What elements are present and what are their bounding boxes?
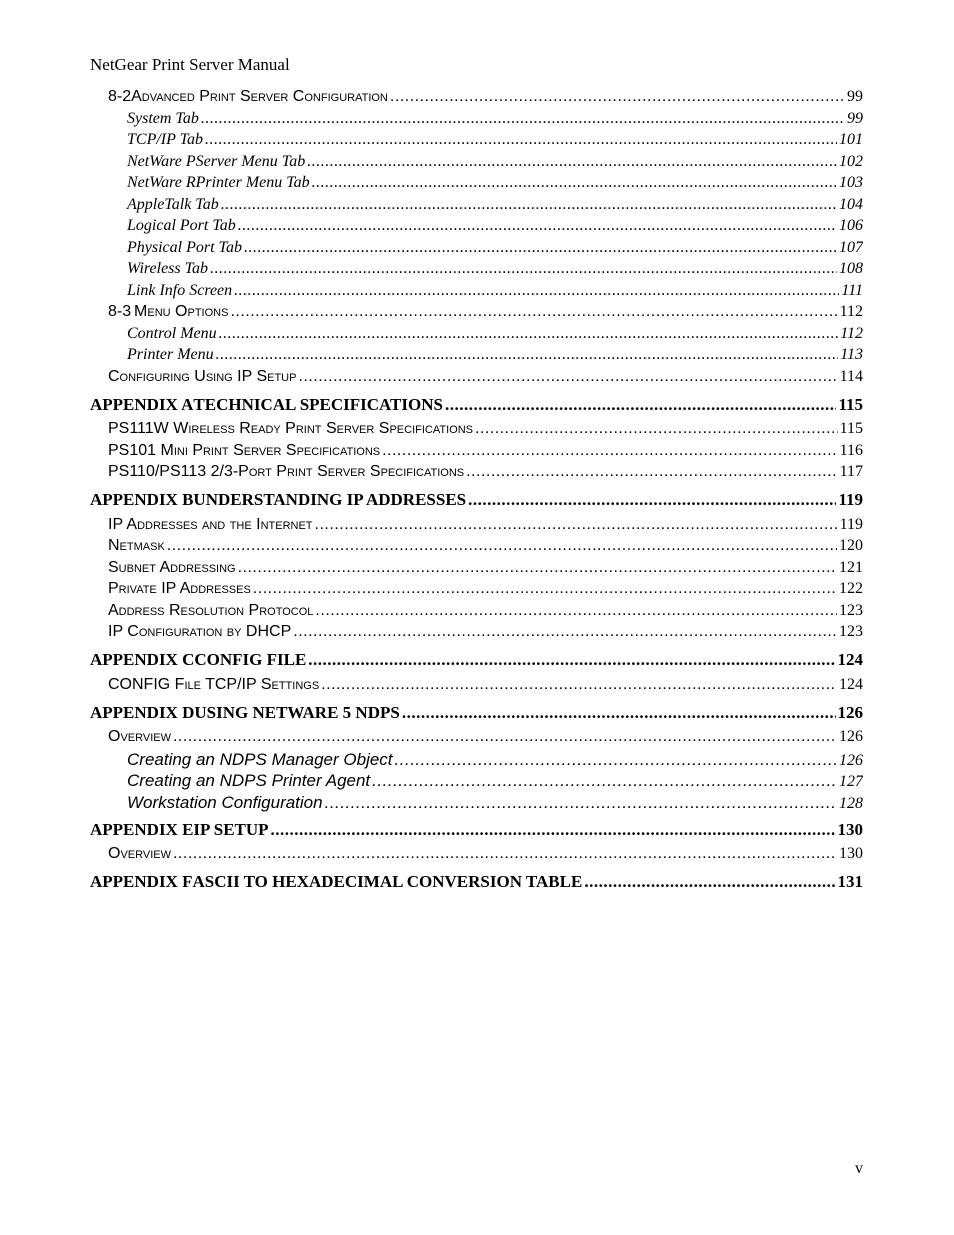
entry-title: IP Configuration by DHCP bbox=[108, 623, 292, 640]
dot-leader bbox=[584, 872, 835, 892]
entry-page: 131 bbox=[837, 872, 863, 891]
toc-entry-section-8-3[interactable] bbox=[90, 303, 863, 325]
entry-page: 130 bbox=[837, 819, 863, 839]
entry-page: 107 bbox=[839, 238, 863, 256]
toc-entry-workstation-config[interactable] bbox=[90, 793, 863, 815]
entry-title: Private IP Addresses bbox=[108, 580, 251, 597]
toc-entry-config-file-tcpip[interactable] bbox=[90, 676, 863, 698]
entry-title: Physical Port Tab bbox=[127, 238, 242, 256]
entry-title: IP Addresses and the Internet bbox=[108, 515, 313, 533]
table-of-contents bbox=[90, 88, 863, 898]
entry-page: 112 bbox=[839, 303, 863, 320]
toc-entry-ndps-printer-agent[interactable] bbox=[90, 771, 863, 793]
entry-page: 102 bbox=[839, 152, 863, 170]
entry-page: 122 bbox=[839, 580, 863, 597]
entry-title: NetWare PServer Menu Tab bbox=[127, 152, 306, 170]
appendix-label: APPENDIX D bbox=[90, 702, 195, 722]
toc-entry-configuring-ip-setup[interactable] bbox=[90, 368, 863, 390]
dot-leader bbox=[321, 676, 837, 694]
dot-leader bbox=[372, 771, 837, 791]
entry-title: Configuring Using IP Setup bbox=[108, 367, 297, 385]
dot-leader bbox=[234, 282, 839, 300]
entry-page: 119 bbox=[838, 490, 863, 509]
toc-appendix-d[interactable] bbox=[90, 697, 863, 728]
entry-title: Advanced Print Server Configuration bbox=[131, 88, 388, 105]
dot-leader bbox=[445, 395, 836, 415]
section-number: 8-2 bbox=[108, 88, 132, 105]
dot-leader bbox=[308, 650, 835, 670]
appendix-title: TECHNICAL SPECIFICATIONS bbox=[193, 394, 443, 414]
entry-page: 120 bbox=[839, 537, 863, 554]
toc-entry-arp[interactable] bbox=[90, 602, 863, 624]
entry-title: Menu Options bbox=[134, 303, 229, 320]
dot-leader bbox=[221, 196, 837, 214]
entry-title: Subnet Addressing bbox=[108, 558, 236, 576]
dot-leader bbox=[315, 516, 838, 534]
entry-page: 121 bbox=[839, 558, 863, 576]
appendix-label: APPENDIX A bbox=[90, 394, 194, 414]
entry-title: NetWare RPrinter Menu Tab bbox=[127, 174, 310, 191]
toc-entry-private-ip[interactable] bbox=[90, 580, 863, 602]
appendix-label: APPENDIX E bbox=[90, 819, 194, 839]
entry-title: System Tab bbox=[127, 109, 199, 127]
entry-page: 116 bbox=[839, 441, 863, 459]
dot-leader bbox=[205, 131, 837, 149]
entry-page: 126 bbox=[837, 702, 863, 722]
entry-title: CONFIG File TCP/IP Settings bbox=[108, 675, 320, 693]
entry-title: Overview bbox=[108, 728, 171, 745]
toc-entry-ip-config-dhcp[interactable] bbox=[90, 623, 863, 645]
toc-appendix-c[interactable] bbox=[90, 645, 863, 676]
entry-page: 130 bbox=[839, 845, 863, 862]
entry-page: 106 bbox=[839, 217, 863, 234]
entry-page: 123 bbox=[839, 601, 863, 619]
dot-leader bbox=[216, 346, 839, 364]
entry-title: PS110/PS113 2/3-Port Print Server Specifications bbox=[108, 463, 465, 480]
entry-page: 128 bbox=[839, 794, 863, 812]
dot-leader bbox=[298, 368, 837, 386]
dot-leader bbox=[468, 490, 836, 510]
dot-leader bbox=[219, 325, 839, 343]
entry-title: AppleTalk Tab bbox=[127, 195, 219, 213]
appendix-title: UNDERSTANDING IP ADDRESSES bbox=[193, 490, 467, 509]
entry-page: 111 bbox=[841, 281, 863, 299]
toc-entry-netware-rprinter-tab[interactable] bbox=[90, 174, 863, 196]
entry-page: 126 bbox=[839, 751, 863, 769]
entry-page: 104 bbox=[839, 195, 863, 213]
entry-title: Logical Port Tab bbox=[127, 217, 236, 234]
entry-page: 123 bbox=[839, 623, 863, 640]
entry-page: 126 bbox=[839, 728, 863, 745]
entry-page: 119 bbox=[839, 515, 863, 533]
toc-entry-control-menu[interactable] bbox=[90, 325, 863, 347]
toc-entry-ps111w-specs[interactable] bbox=[90, 420, 863, 442]
entry-page: 103 bbox=[839, 174, 863, 191]
toc-entry-overview-d[interactable] bbox=[90, 728, 863, 750]
toc-entry-tcpip-tab[interactable] bbox=[90, 131, 863, 153]
dot-leader bbox=[390, 88, 845, 106]
entry-title: Address Resolution Protocol bbox=[108, 601, 314, 619]
toc-entry-section-8-2[interactable] bbox=[90, 88, 863, 110]
entry-page: 101 bbox=[839, 131, 863, 148]
entry-page: 127 bbox=[839, 773, 863, 790]
entry-page: 124 bbox=[837, 650, 863, 669]
entry-title: Wireless Tab bbox=[127, 260, 209, 277]
toc-entry-ndps-manager[interactable] bbox=[90, 750, 863, 772]
dot-leader bbox=[238, 217, 837, 235]
dot-leader bbox=[315, 602, 837, 620]
dot-leader bbox=[395, 750, 837, 770]
toc-entry-subnet-addressing[interactable] bbox=[90, 559, 863, 581]
entry-page: 117 bbox=[839, 463, 863, 480]
appendix-title: IP SETUP bbox=[193, 819, 269, 839]
entry-page: 112 bbox=[840, 324, 863, 342]
entry-title: Workstation Configuration bbox=[127, 792, 323, 812]
toc-entry-ip-addresses-internet[interactable] bbox=[90, 516, 863, 538]
entry-page: 113 bbox=[840, 346, 863, 363]
dot-leader bbox=[167, 537, 837, 555]
entry-page: 108 bbox=[839, 260, 863, 277]
dot-leader bbox=[173, 845, 837, 863]
dot-leader bbox=[230, 303, 837, 321]
entry-title: Creating an NDPS Manager Object bbox=[127, 749, 393, 769]
toc-entry-physical-port-tab[interactable] bbox=[90, 239, 863, 261]
entry-page: 115 bbox=[839, 420, 863, 437]
dot-leader bbox=[244, 239, 837, 257]
appendix-title: USING NETWARE 5 NDPS bbox=[194, 702, 400, 722]
dot-leader bbox=[210, 260, 837, 278]
entry-page: 114 bbox=[839, 367, 863, 385]
appendix-label: APPENDIX F bbox=[90, 872, 193, 891]
dot-leader bbox=[475, 420, 838, 438]
dot-leader bbox=[201, 110, 845, 128]
entry-title: Creating an NDPS Printer Agent bbox=[127, 771, 371, 790]
toc-entry-netmask[interactable] bbox=[90, 537, 863, 559]
entry-title: TCP/IP Tab bbox=[127, 131, 204, 148]
toc-entry-ps101-specs[interactable] bbox=[90, 442, 863, 464]
appendix-title: CONFIG FILE bbox=[194, 650, 307, 669]
dot-leader bbox=[293, 623, 837, 641]
running-header: NetGear Print Server Manual bbox=[90, 55, 290, 74]
toc-entry-ps110-ps113-specs[interactable] bbox=[90, 463, 863, 485]
dot-leader bbox=[238, 559, 837, 577]
toc-appendix-b[interactable] bbox=[90, 485, 863, 516]
entry-title: PS101 Mini Print Server Specifications bbox=[108, 441, 381, 459]
entry-title: Overview bbox=[108, 845, 171, 862]
section-number: 8-3 bbox=[108, 303, 132, 320]
toc-appendix-e[interactable] bbox=[90, 814, 863, 845]
dot-leader bbox=[307, 153, 837, 171]
entry-page: 99 bbox=[847, 88, 863, 105]
dot-leader bbox=[466, 463, 837, 481]
toc-entry-overview-e[interactable] bbox=[90, 845, 863, 867]
entry-title: Control Menu bbox=[127, 324, 217, 342]
dot-leader bbox=[271, 820, 836, 840]
toc-entry-netware-pserver-tab[interactable] bbox=[90, 153, 863, 175]
toc-appendix-a[interactable] bbox=[90, 389, 863, 420]
toc-entry-printer-menu[interactable] bbox=[90, 346, 863, 368]
dot-leader bbox=[253, 580, 837, 598]
dot-leader bbox=[312, 174, 837, 192]
entry-page: 115 bbox=[838, 394, 863, 414]
toc-entry-appletalk-tab[interactable] bbox=[90, 196, 863, 218]
toc-entry-logical-port-tab[interactable] bbox=[90, 217, 863, 239]
toc-entry-system-tab[interactable] bbox=[90, 110, 863, 132]
toc-appendix-f[interactable] bbox=[90, 867, 863, 898]
dot-leader bbox=[382, 442, 837, 460]
appendix-title: ASCII TO HEXADECIMAL CONVERSION TABLE bbox=[192, 872, 583, 891]
dot-leader bbox=[402, 703, 836, 723]
entry-title: Netmask bbox=[108, 537, 165, 554]
entry-page: 124 bbox=[839, 675, 863, 693]
toc-entry-link-info-screen[interactable] bbox=[90, 282, 863, 304]
entry-title: Link Info Screen bbox=[127, 281, 233, 299]
appendix-label: APPENDIX C bbox=[90, 650, 195, 669]
entry-title: Printer Menu bbox=[127, 346, 214, 363]
dot-leader bbox=[325, 793, 837, 813]
dot-leader bbox=[173, 728, 837, 746]
toc-entry-wireless-tab[interactable] bbox=[90, 260, 863, 282]
entry-page: 99 bbox=[847, 109, 863, 127]
page-number: v bbox=[855, 1160, 863, 1177]
entry-title: PS111W Wireless Ready Print Server Specifications bbox=[108, 420, 473, 437]
appendix-label: APPENDIX B bbox=[90, 490, 194, 509]
